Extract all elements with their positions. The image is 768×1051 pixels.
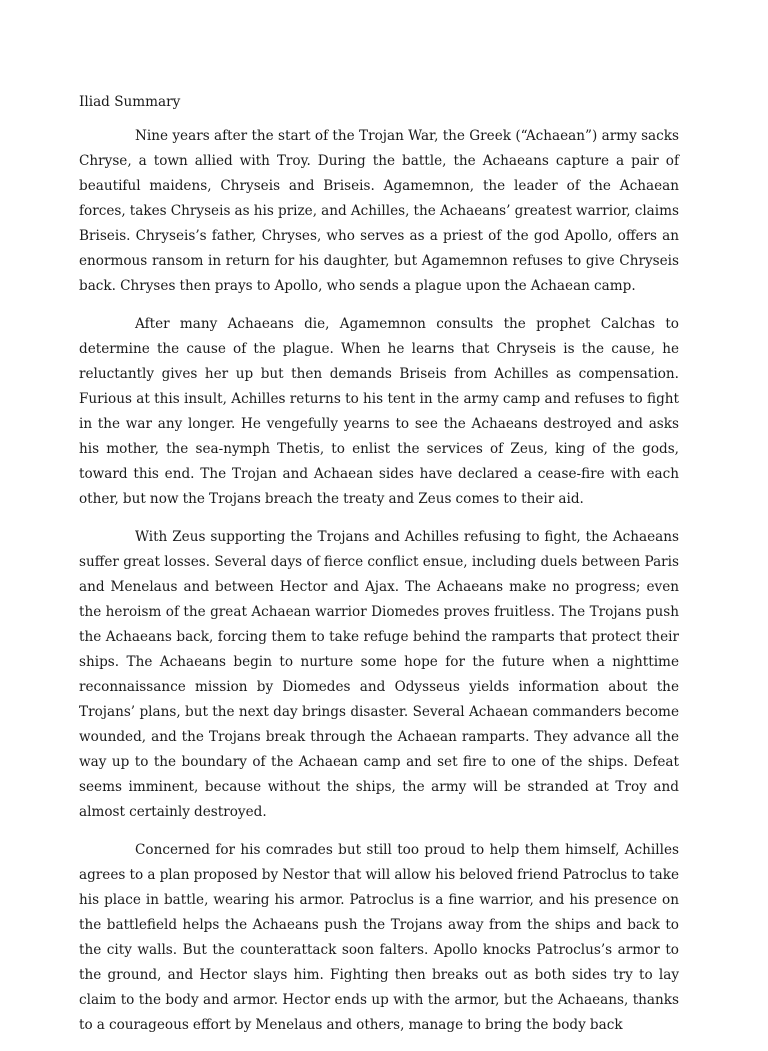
paragraph-4: Concerned for his comrades but still too proud to help them himself, Achilles agrees to a plan proposed by Nestor that will allow his beloved friend Patroclus to take his place in battle, wearing his armor. Patroclus is a fine warrior, and his presence on the battlefield helps the Achaeans push the Trojans away from the ships and back to the city walls. But the counterattack soon falters. Apollo knocks Patroclus’s armor to the ground, and Hector slays him. Fighting then breaks out as both sides try to lay claim to the body and armor. Hector ends up with the armor, but the Achaeans, thanks to a courageous effort by Menelaus and others, manage to bring the body back xyxy=(79,842,679,1033)
paragraph-2: After many Achaeans die, Agamemnon consults the prophet Calchas to determine the cause of the plague. When he learns that Chryseis is the cause, he reluctantly gives her up but then demands Briseis from Achilles as compensation. Furious at this insult, Achilles returns to his tent in the army camp and refuses to fight in the war any longer. He vengefully yearns to see the Achaeans destroyed and asks his mother, the sea-nymph Thetis, to enlist the services of Zeus, king of the gods, toward this end. The Trojan and Achaean sides have declared a cease-fire with each other, but now the Trojans breach the treaty and Zeus comes to their aid. xyxy=(79,316,679,507)
paragraph-3: With Zeus supporting the Trojans and Achilles refusing to fight, the Achaeans suffer great losses. Several days of fierce conflict ensue, including duels between Paris and Menelaus and between Hector and Ajax. The Achaeans make no progress; even the heroism of the great Achaean warrior Diomedes proves fruitless. The Trojans push the Achaeans back, forcing them to take refuge behind the ramparts that protect their ships. The Achaeans begin to nurture some hope for the future when a nighttime reconnaissance mission by Diomedes and Odysseus yields information about the Trojans’ plans, but the next day brings disaster. Several Achaean commanders become wounded, and the Trojans break through the Achaean ramparts. They advance all the way up to the boundary of the Achaean camp and set fire to one of the ships. Defeat seems imminent, because without the ships, the army will be stranded at Troy and almost certainly destroyed. xyxy=(79,529,679,820)
document-body xyxy=(79,90,679,1051)
paragraph-1: Nine years after the start of the Trojan War, the Greek (“Achaean”) army sacks Chryse, a town allied with Troy. During the battle, the Achaeans capture a pair of beautiful maidens, Chryseis and Briseis. Agamemnon, the leader of the Achaean forces, takes Chryseis as his prize, and Achilles, the Achaeans’ greatest warrior, claims Briseis. Chryseis’s father, Chryses, who serves as a priest of the god Apollo, offers an enormous ransom in return for his daughter, but Agamemnon refuses to give Chryseis back. Chryses then prays to Apollo, who sends a plague upon the Achaean camp. xyxy=(79,128,679,294)
document-title: Iliad Summary xyxy=(79,94,181,110)
